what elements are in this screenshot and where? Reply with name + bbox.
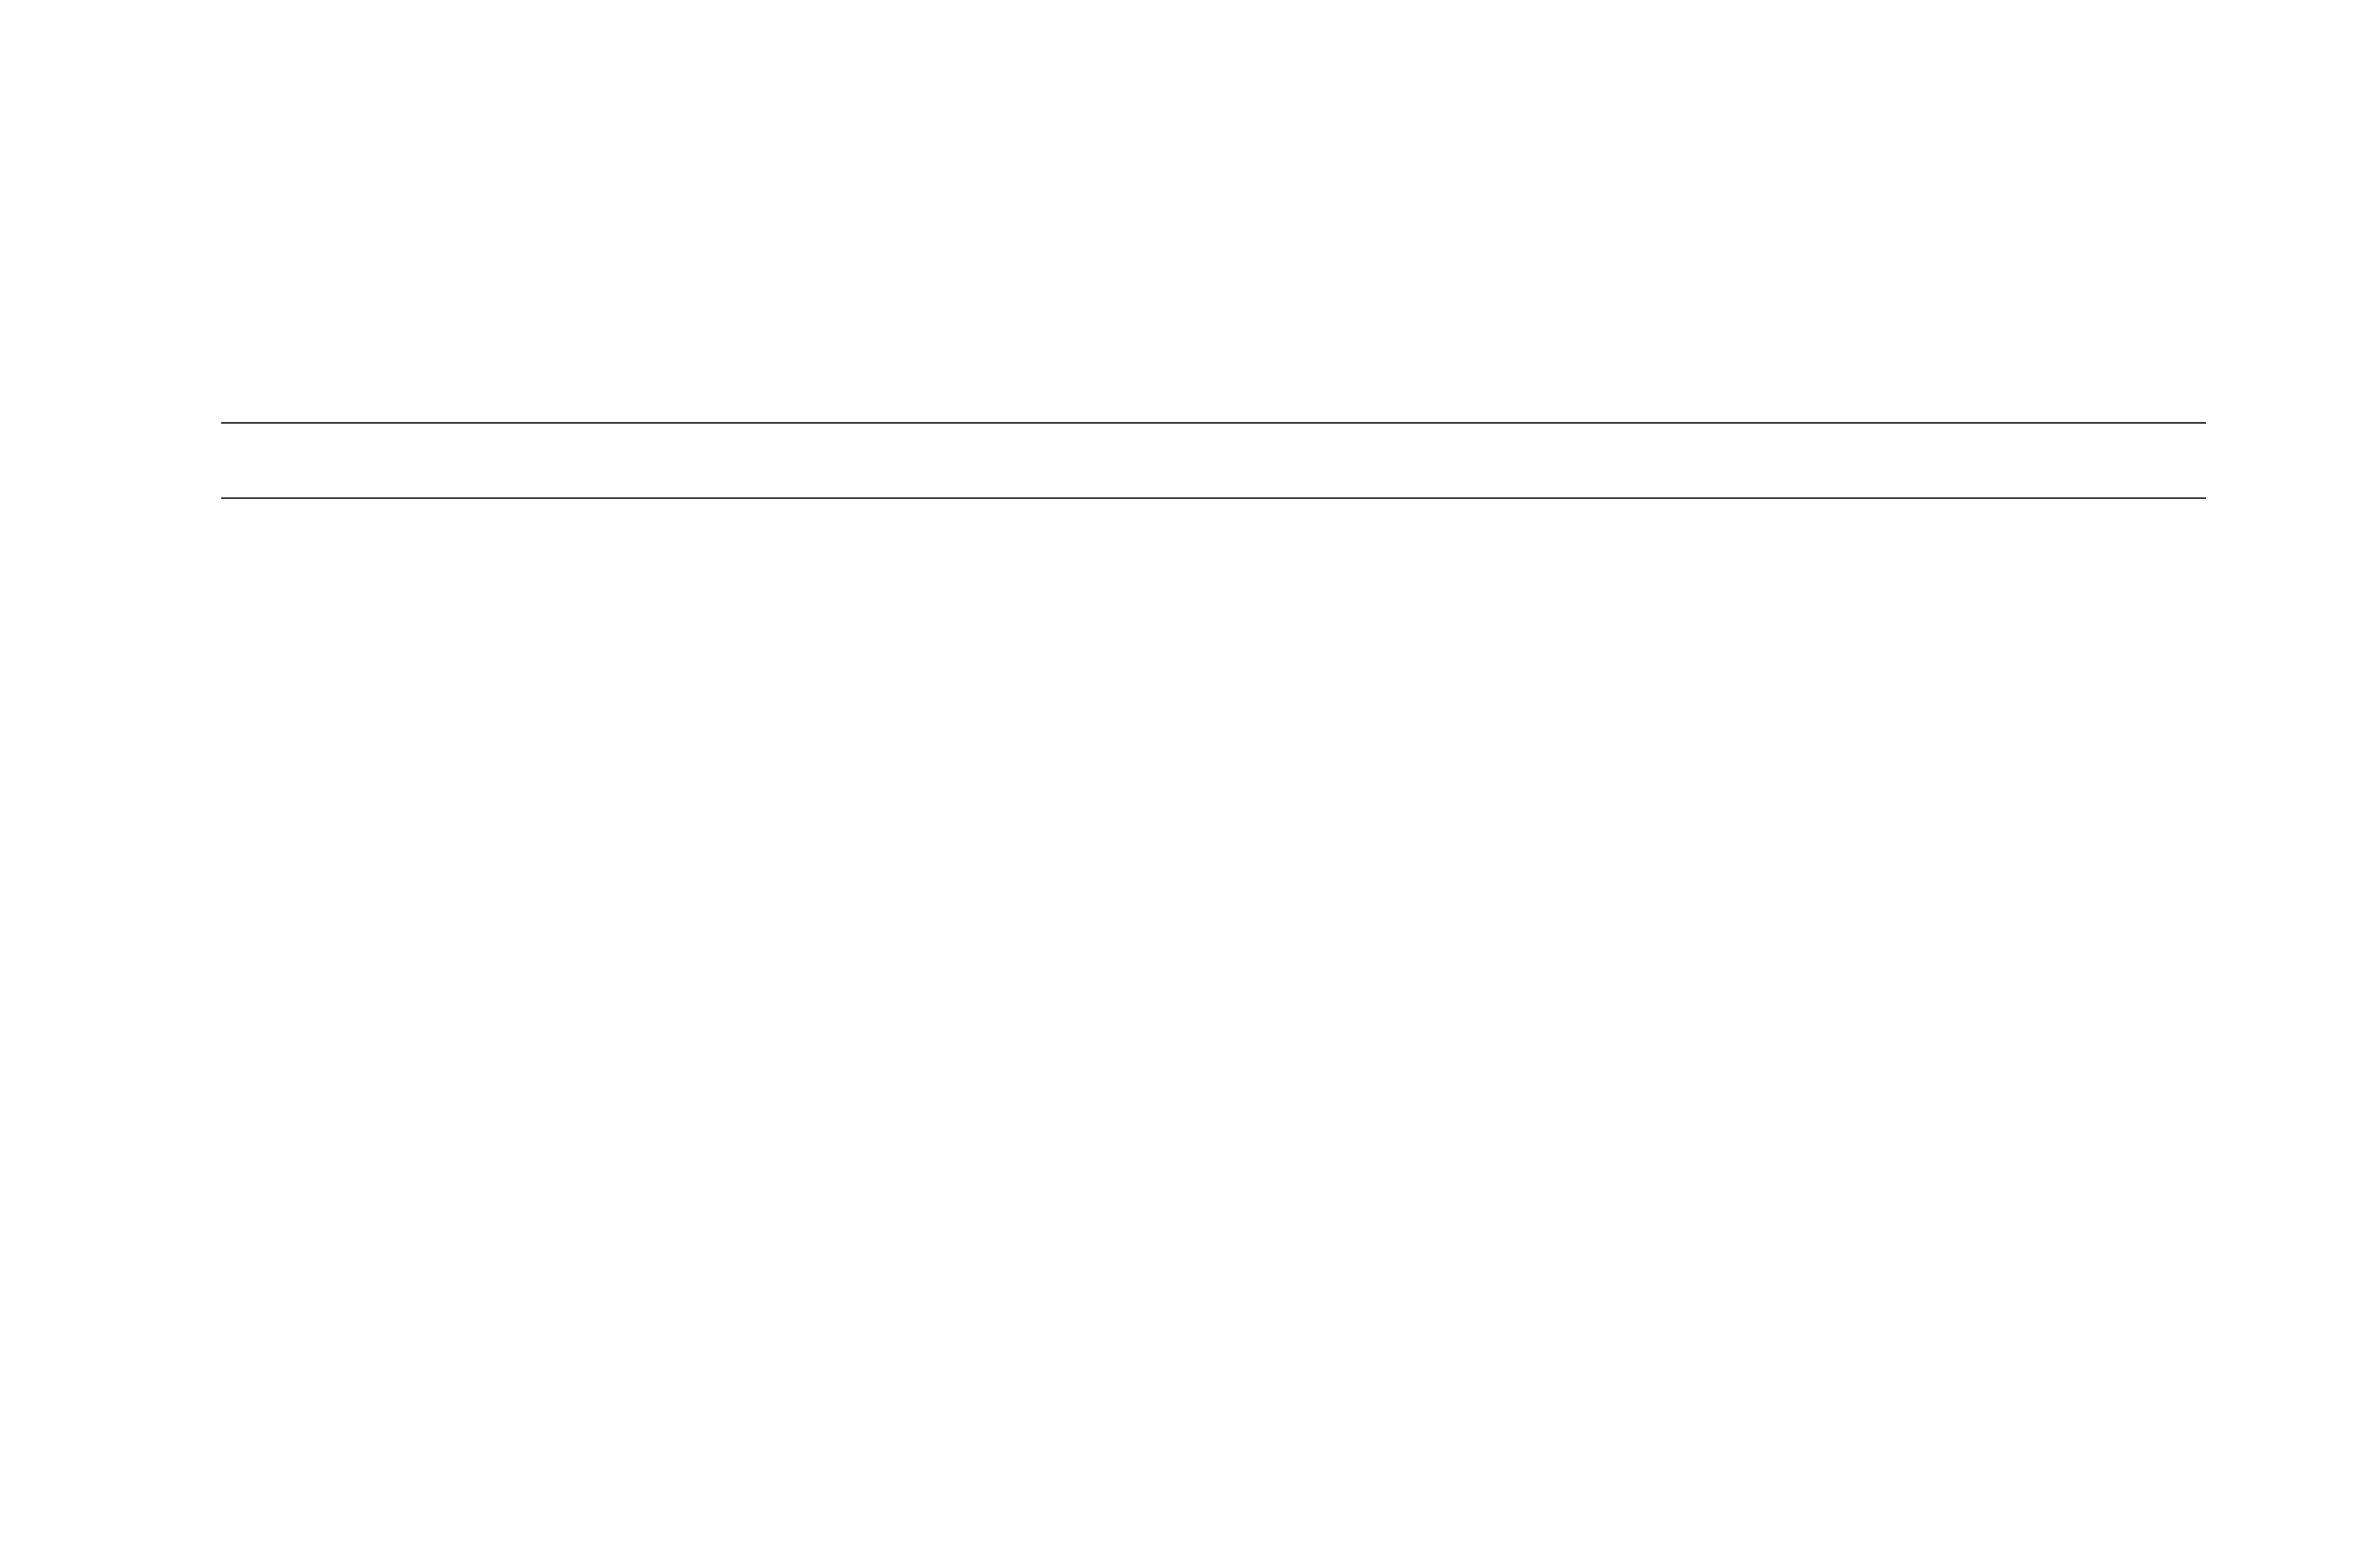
majority-section	[212, 347, 2206, 394]
section-divider	[221, 422, 2206, 424]
county-header-rule	[221, 497, 2206, 499]
total-row	[212, 324, 2206, 347]
